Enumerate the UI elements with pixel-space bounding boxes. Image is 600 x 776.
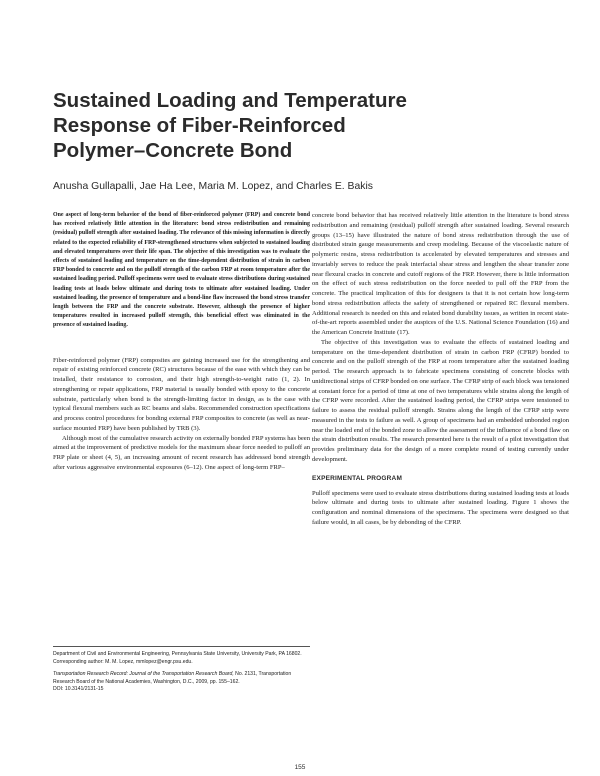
author-affiliation: Department of Civil and Environmental Engineering, Pennsylvania State University, University Park, PA 16802. Corresponding author: M. M. Lopez, mmlopez@engr.psu.edu. [53,651,302,665]
body-paragraph: Fiber-reinforced polymer (FRP) composites are gaining increased use for the strengthening and repair of existing reinforced concrete (RC) structures because of the ease with which they can be installed, their resistance to corrosion, and their high strength-to-weight ratio (1, 2). In strengthening or repair applications, FRP material is usually bonded with epoxy to the concrete substrate, particularly when bond is the strength-limiting factor in design, as is the case with typical flexural members such as RC beams and slabs. Recommended construction specifications and process control procedures for bonding external FRP composites to concrete (as well as near-surface mounted FRP) have been published by TRB (3). [53,356,310,432]
author-list: Anusha Gullapalli, Jae Ha Lee, Maria M. Lopez, and Charles E. Bakis [53,181,373,192]
body-paragraph: concrete bond behavior that has received relatively little attention in the literature is bond stress redistribution and remaining (residual) pulloff strength after sustained loading. Several research groups (13–15) have illustrated the nature of bond stress redistribution through the use of distributed strain gauge measurements and creep modeling. Because of the viscoelastic nature of polymeric resins, stress redistribution is accelerated by elevated temperatures and stresses and invariably serves to reduce the peak interfacial shear stress and lengthen the shear transfer zone near flexural cracks in concrete and cutoff regions of the FRP. However, there is little information on the effect of such stress redistribution on the force needed to pull off the FRP from the concrete. The practical implication of this for designers is that it is not certain how long-term bond stress redistribution affects the safety of strengthened or repaired RC flexural members. Additional research is needed on this and related bond durability issues, as written in recent state-of-the-art reports assembled under the auspices of the U.S. National Science Foundation (16) and the American Concrete Institute (17). [312,212,569,336]
section-heading: EXPERIMENTAL PROGRAM [312,474,403,482]
citation [53,671,310,694]
right-column [312,211,569,528]
page-number: 155 [294,764,306,771]
citation-journal: Transportation Research Record: Journal of the Transportation Research Board, [53,671,234,678]
body-paragraph: Although most of the cumulative research activity on externally bonded FRP systems has been aimed at the improvement of predictive models for the maximum shear force needed to pulloff an FRP plate or sheet (4, 5), an increasing amount of recent research has addressed bond strength after various aggressive environmental exposures (6–12). One aspect of long-term FRP– [53,434,310,471]
citation-details: No. 2131, Transportation Research Board of the National Academies, Washington, D.C., 2009, pp. 155–162. [53,671,292,685]
footnotes [53,646,310,699]
body-paragraph: Pulloff specimens were used to evaluate stress distributions during sustained loading tests at loads below ultimate and during tests to ultimate after sustained loading. Figure 1 shows the configuration and nominal dimensions of the specimens. The specimens were designed so that failure would, in all cases, be by debonding of the CFRP. [312,489,569,526]
paper-title: Sustained Loading and Temperature Response of Fiber-Reinforced Polymer–Concrete Bond [53,89,407,162]
footnote-divider [53,646,310,647]
left-column [53,211,310,473]
abstract: One aspect of long-term behavior of the bond of fiber-reinforced polymer (FRP) and concrete bond has received relatively little attention in the literature: bond stress redistribution and remaining (residual) pulloff strength after sustained loading. The relevance of this missing information is directly related to the expected reliability of FRP-strengthened structures when subjected to sustained loading and elevated temperatures over their life span. The objective of this investigation was to evaluate the effects of sustained loading and temperature on the time-dependent distribution of strain in carbon FRP bonded to concrete and on the pulloff strength of the carbon FRP at room temperature after the sustained loading period. Pulloff specimens were used to evaluate stress distributions during sustained loading tests at loads below ultimate and during tests to ultimate after sustained loading. Under sustained loading, the presence of temperature and a bond-line flaw increased the bond stress transfer length between the FRP and the concrete substrate. However, although the presence of higher temperatures resulted in increased pulloff strength, this beneficial effect was eliminated in the presence of sustained loading. [53,212,310,329]
doi: DOI: 10.3141/2131-15 [53,686,104,693]
body-paragraph: The objective of this investigation was to evaluate the effects of sustained loading and temperature on the time-dependent distribution of strain in carbon FRP (CFRP) bonded to concrete and on the pulloff strength of the FRP at room temperature after the sustained loading period. The research approach is to fabricate specimens consisting of concrete blocks with unidirectional strips of CFRP bonded on one surface. The CFRP strip of each block was tensioned at constant force for a period of time at one of two temperatures while strains along the length of the CFRP were recorded. After the sustained loading period, the CFRP strips were tensioned to failure to assess the residual pulloff strength. Strains along the length of the CFRP strip were measured in the tests to failure as well. A group of specimens had an embedded unbonded region near the loaded end of the bonded zone to allow the assessment of the influence of a bond flaw on the strain distribution results. The research presented here is the result of a pilot investigation that provides preliminary data for the design of a more complete round of testing currently under development. [312,338,569,463]
